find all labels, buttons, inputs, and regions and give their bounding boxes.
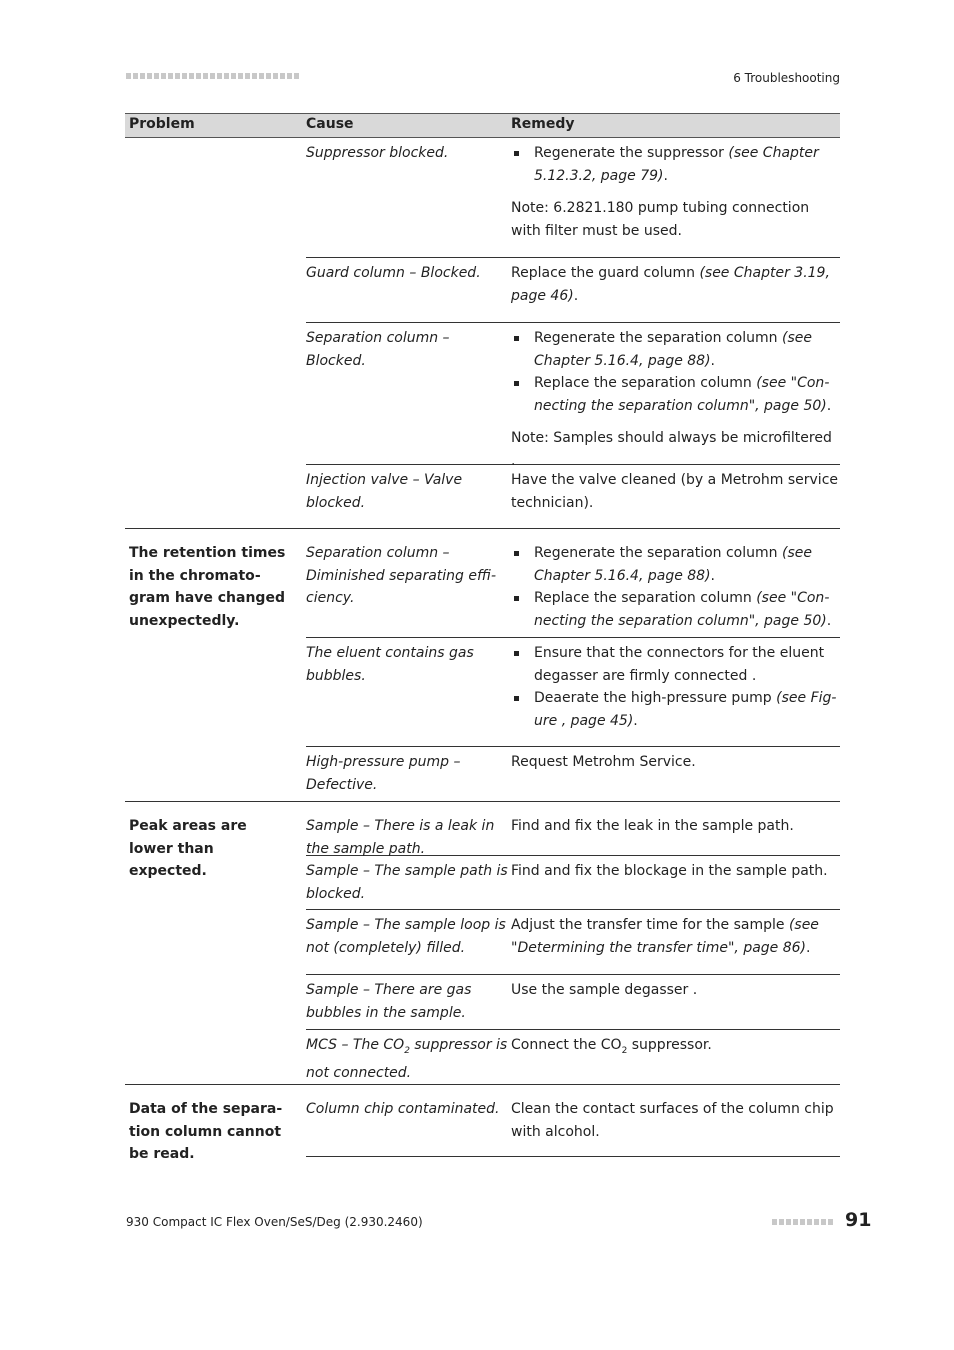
footer-product: 930 Compact IC Flex Oven/SeS/Deg (2.930.2460) — [126, 1215, 423, 1229]
bullet-item: Replace the separation column (see "Connecting the separation column", page 50). — [511, 372, 840, 417]
remedy-cell — [511, 138, 840, 257]
bullet-item: Regenerate the separation column (see Chapter 5.16.4, page 88). — [511, 327, 840, 372]
table-row — [306, 138, 840, 258]
remedy-cell: Use the sample degasser . — [511, 982, 698, 998]
cause-cell: Injection valve – Valve blocked. — [306, 472, 463, 511]
footer-decoration — [772, 1219, 833, 1225]
remedy-cell: Find and fix the blockage in the sample path. — [511, 863, 828, 879]
problem-group — [125, 529, 840, 802]
bullet-item: Regenerate the separation column (see Chapter 5.16.4, page 88). — [511, 542, 840, 587]
bullet-item: Ensure that the connectors for the eluent degasser are firmly connected . — [511, 642, 840, 687]
table-row — [306, 258, 840, 323]
table-row — [306, 910, 840, 975]
column-header-problem: Problem — [129, 116, 195, 132]
cause-cell: Column chip contaminated. — [306, 1101, 500, 1117]
remedy-cell: Clean the contact surfaces of the column chip with alcohol. — [511, 1101, 834, 1140]
table-row — [306, 465, 840, 528]
cause-cell: Sample – The sample loop is not (completely) filled. — [306, 917, 506, 956]
header-decoration — [126, 73, 299, 79]
remedy-cell — [511, 323, 840, 469]
problem-group — [125, 138, 840, 529]
remedy-cell: Replace the guard column (see Chapter 3.19, page 46). — [511, 265, 830, 304]
remedy-cell — [511, 638, 840, 746]
bullet-item: Regenerate the suppressor (see Chapter 5.12.3.2, page 79). — [511, 142, 840, 187]
table-row — [306, 856, 840, 910]
remedy-cell: Find and fix the leak in the sample path. — [511, 818, 794, 834]
cause-cell: Separation column – Diminished separating efficiency. — [306, 545, 497, 606]
remedy-cell: Request Metrohm Service. — [511, 754, 696, 770]
cause-cell: High-pressure pump – Defective. — [306, 754, 461, 793]
bullet-item: Replace the separation column (see "Connecting the separation column", page 50). — [511, 587, 840, 632]
problem-cell: The retention times in the chromatogram have changed unexpectedly. — [129, 545, 286, 629]
bullet-item: Deaerate the high-pressure pump (see Figure , page 45). — [511, 687, 840, 732]
table-row — [306, 975, 840, 1030]
cause-cell: Sample – The sample path is blocked. — [306, 863, 508, 902]
table-row — [306, 802, 840, 856]
table-row — [306, 1030, 840, 1084]
remedy-cell: Connect the $CO_2$ suppressor. — [511, 1037, 712, 1056]
table-row — [306, 638, 840, 747]
page-number: 91 — [845, 1209, 872, 1231]
table-header — [125, 113, 840, 138]
troubleshooting-table — [125, 113, 840, 1162]
note-text: Note: Samples should always be microfiltered . — [511, 430, 832, 469]
remedy-cell — [511, 538, 840, 637]
table-row — [306, 1085, 840, 1157]
cause-cell: The eluent contains gas bubbles. — [306, 645, 474, 684]
column-header-remedy: Remedy — [511, 116, 575, 132]
cause-cell: Suppressor blocked. — [306, 145, 449, 161]
cause-cell: Guard column – Blocked. — [306, 265, 481, 281]
cause-cell: Separation column – Blocked. — [306, 330, 450, 369]
problem-group — [125, 802, 840, 1085]
column-header-cause: Cause — [306, 116, 354, 132]
table-row — [306, 323, 840, 469]
table-row — [306, 747, 840, 801]
note-text: Note: 6.2821.180 pump tubing connection with filter must be used. — [511, 200, 810, 239]
remedy-cell: Adjust the transfer time for the sample (see "Determining the transfer time", page 86). — [511, 917, 819, 956]
problem-group — [125, 1085, 840, 1162]
cause-cell: Sample – There is a leak in the sample path. — [306, 818, 495, 857]
section-title: 6 Troubleshooting — [733, 71, 840, 85]
table-row — [306, 529, 840, 638]
problem-cell: Data of the separation column cannot be read. — [129, 1101, 283, 1162]
problem-cell: Peak areas are lower than expected. — [129, 818, 247, 879]
cause-cell: MCS – The $CO_2$ suppressor is not connected. — [306, 1037, 508, 1082]
remedy-cell: Have the valve cleaned (by a Metrohm service technician). — [511, 472, 839, 511]
cause-cell: Sample – There are gas bubbles in the sample. — [306, 982, 472, 1021]
